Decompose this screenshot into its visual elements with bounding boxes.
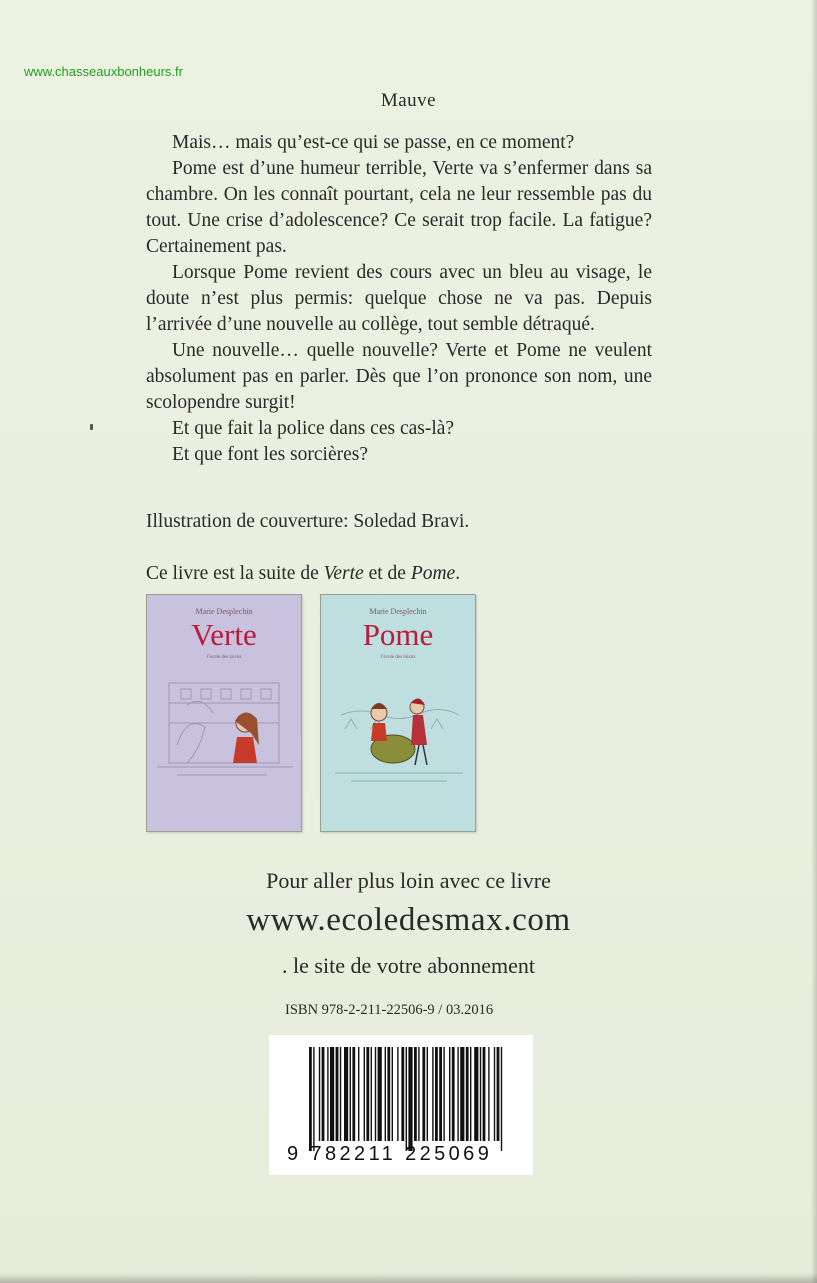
blurb-paragraph: Mais… mais qu’est-ce qui se passe, en ce moment?	[172, 132, 575, 153]
cover-author: Marie Desplechin	[369, 607, 427, 616]
barcode-bar	[371, 1047, 372, 1141]
barcode-bar	[414, 1047, 417, 1141]
website-url[interactable]: www.ecoledesmax.com	[246, 902, 571, 938]
barcode-bar	[439, 1047, 442, 1141]
website-caption: . le site de votre abonnement	[282, 953, 535, 978]
cover-author: Marie Desplechin	[195, 607, 253, 616]
page-bottom-shadow	[0, 1273, 817, 1283]
barcode-bar	[460, 1047, 464, 1141]
blurb-paragraph: Et que fait la police dans ces cas-là?	[172, 418, 455, 439]
barcode-bar	[330, 1047, 334, 1141]
barcode-bar	[385, 1047, 386, 1141]
barcode-bar	[401, 1047, 404, 1141]
barcode-bar	[435, 1047, 438, 1141]
barcode-bar	[364, 1047, 365, 1141]
barcode-bar	[483, 1047, 486, 1141]
barcode-bar	[319, 1047, 320, 1141]
barcode-bar	[422, 1047, 425, 1141]
barcode-bar	[309, 1047, 312, 1151]
cover-thumbnail-pome	[320, 594, 476, 832]
cover-title: Pome	[362, 617, 434, 652]
illustration-credit: Illustration de couverture: Soledad Bravi.	[146, 511, 470, 532]
promo-line: Pour aller plus loin avec ce livre	[266, 868, 551, 893]
cover-thumbnail-verte	[146, 594, 302, 832]
cover-title: Verte	[191, 617, 257, 652]
barcode-bar	[350, 1047, 351, 1141]
barcode-bar	[406, 1047, 407, 1151]
barcode-bar	[378, 1047, 382, 1141]
stray-mark	[90, 424, 93, 430]
barcode-bar	[501, 1047, 502, 1151]
barcode-bar	[432, 1047, 433, 1141]
blurb-paragraph: Lorsque Pome revient des cours avec un bleu au visage, le doute n’est plus permis: quelque chose ne va pas. Depuis l’arrivée d’une nouvelle au collège, tout semble détraqué.	[146, 262, 652, 335]
barcode-bar	[327, 1047, 328, 1141]
barcode-bar	[375, 1047, 376, 1141]
watermark-text: www.chasseauxbonheurs.fr	[24, 64, 183, 79]
sequel-text-middle: et de	[363, 563, 411, 584]
sequel-text-after: .	[455, 563, 461, 584]
page-edge-shadow	[811, 0, 817, 1283]
sequel-text-before: Ce livre est la suite de	[146, 563, 324, 584]
barcode-bar	[494, 1047, 495, 1141]
barcode-bar	[344, 1047, 348, 1141]
barcode-bar	[340, 1047, 341, 1141]
blurb-text	[146, 130, 652, 468]
barcode-bar	[408, 1047, 412, 1151]
barcode-bar	[352, 1047, 355, 1141]
barcode-bar	[322, 1047, 325, 1141]
barcode-digits: 9 782211 225069	[287, 1143, 493, 1165]
barcode-bar	[336, 1047, 339, 1141]
barcode-bar	[457, 1047, 458, 1141]
blurb-paragraph: Une nouvelle… quelle nouvelle? Verte et Pome ne veulent absolument pas en parler. Dès que l’on prononce son nom, une scolopendre surgit!	[146, 340, 652, 413]
barcode-bar	[480, 1047, 481, 1141]
barcode-bar	[387, 1047, 390, 1141]
barcode-bar	[443, 1047, 444, 1141]
isbn-line: ISBN 978-2-211-22506-9 / 03.2016	[285, 1002, 494, 1018]
barcode-bar	[470, 1047, 471, 1141]
sequel-note	[146, 563, 460, 585]
barcode-bar	[418, 1047, 419, 1141]
barcode-bar	[358, 1047, 359, 1141]
blurb-paragraph: Pome est d’une humeur terrible, Verte va s’enfermer dans sa chambre. On les connaît pourtant, cela ne leur ressemble pas du tout. Une crise d’adolescence? Ce serait trop facile. La fatigue? Certainement pas.	[146, 158, 652, 257]
barcode-bar	[466, 1047, 469, 1141]
barcode-bar	[392, 1047, 393, 1141]
cover-publisher: l’école des loisirs	[206, 655, 242, 660]
cover-publisher: l’école des loisirs	[380, 655, 416, 660]
barcode-bar	[427, 1047, 428, 1141]
barcode-bar	[449, 1047, 450, 1141]
barcode-bar	[452, 1047, 455, 1141]
barcode-bar	[488, 1047, 489, 1141]
sequel-book-pome: Pome	[410, 563, 456, 584]
barcode-bar	[474, 1047, 478, 1141]
barcode-bar	[497, 1047, 500, 1141]
barcode-bar	[313, 1047, 314, 1151]
book-title: Mauve	[380, 90, 437, 111]
barcode	[269, 1035, 533, 1175]
barcode-bar	[397, 1047, 398, 1141]
blurb-paragraph: Et que font les sorcières?	[172, 444, 369, 465]
sequel-book-verte: Verte	[323, 563, 364, 584]
barcode-bar	[366, 1047, 369, 1141]
